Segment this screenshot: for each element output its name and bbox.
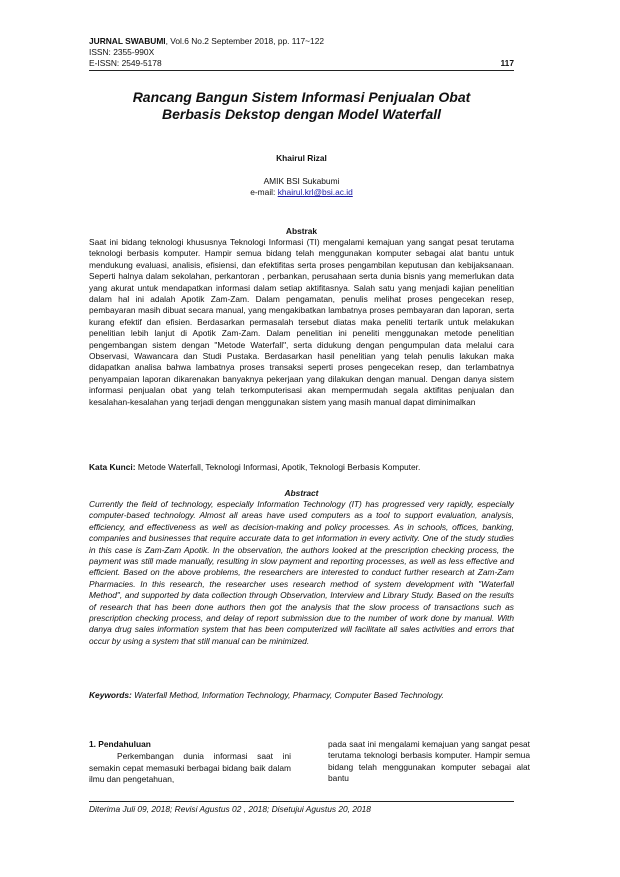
email-label: e-mail: (250, 187, 278, 197)
title-line-2: Berbasis Dekstop dengan Model Waterfall (161, 106, 442, 122)
intro-right-column (328, 739, 530, 785)
keywords-text: Waterfall Method, Information Technology, Pharmacy, Computer Based Technology. (131, 690, 444, 700)
header-rule (89, 70, 514, 71)
keywords-label: Keywords: (89, 690, 132, 700)
author-affiliation-block (89, 176, 514, 198)
eissn: E-ISSN: 2549-5178 (89, 58, 162, 68)
title-line-1: Rancang Bangun Sistem Informasi Penjualan Obat (132, 89, 471, 105)
affiliation: AMIK BSI Sukabumi (263, 176, 340, 186)
author-name: Khairul Rizal (276, 153, 327, 163)
intro-left-column (89, 739, 291, 786)
abstract-body: Currently the field of technology, especially Information Technology (IT) has progressed very rapidly, especially computer-based technology. Almost all areas have used computers as a tool to support evaluation, analysis, efficiency, and effectiveness as well as decision-making and policy processes. As in schools, offices, banking, companies and businesses that require accurate data to get information in every activity. One of the study studies in this case is Zam-Zam Apotik. In the observation, the authors looked at the prescription checking process, the payment was still made manually, resulting in slow payment and reporting processes, as well as less effective and efficient. Based on the above problems, the researchers are interested to conduct further research at Zam-Zam Pharmacies. In this research, the researcher uses research method of system development with "Waterfall Method", and supported by data collection through Observation, Interview and Library Study. Based on the results of research that has been done authors then got the analysis that the slow process of transactions such as prescription checking process, and delay of report submission due to the number of work done by manual. With danya drug sales information system that has been computerized will facilitate all sales activities and errors that occur by using a system that still manual can be minimized. (89, 499, 514, 646)
abstrak-body: Saat ini bidang teknologi khususnya Teknologi Informasi (TI) mengalami kemajuan yang sangat pesat terutama teknologi berbasis komputer. Hampir semua bidang telah menggunakan komputer sebagai alat bantu untuk mendukung evaluasi, analisis, efisiensi, dan efektifitas serta proses pengambilan keputusan dan kebijaksanaan. Seperti halnya dalam sekolahan, perkantoran , perbankan, perusahaan serta dunia bisnis yang memerlukan data yang akurat untuk mendapatkan informasi dalam setiap aktifitasnya. Salah satu yang menjadi kajian penelitian dalam hal ini adalah Apotik Zam-Zam. Dalam pengamatan, penulis melihat proses pengecekan resep, pembayaran masih dibuat secara manual, yang mengakibatkan lambatnya proses pembayaran dan laporan, serta kurang efektif dan efisien. Berdasarkan permasalah tersebut diatas maka peneliti tertarik untuk melakukan penelitian lebih lanjut di Apotik Zam-Zam. Dalam penelitian ini peneliti menggunakan metode penelitian pengembangan sistem dengan "Metode Waterfall", serta didukung dengan pengumpulan data melalui cara Observasi, Wawancara dan Studi Pustaka. Berdasarkan hasil penelitian yang telah penulis lakukan maka didapatkan analisa bahwa lambatnya proses transaksi seperti proses pengecekan resep, dan terlambatnya penyampaian laporan dikarenakan banyaknya pekerjaan yang dilakukan dengan manual. Dengan danya sistem informasi penjualan obat yang telah terkomputerisasi akan mempermudah segala aktifitas penjualan dan kesalahan-kesalahan yang terjadi dengan menggunakan sistem yang masih manual dapat diminimalkan (89, 237, 514, 407)
issn: ISSN: 2355-990X (89, 47, 155, 57)
intro-right-text: pada saat ini mengalami kemajuan yang sangat pesat terutama teknologi berbasis komputer. Hampir semua bidang telah menggunakan komputer sebagai alat bantu (328, 739, 530, 784)
keywords (89, 690, 514, 701)
kata-kunci-text: Metode Waterfall, Teknologi Informasi, Apotik, Teknologi Berbasis Komputer. (135, 462, 421, 472)
email-link[interactable]: khairul.krl@bsi.ac.id (277, 187, 353, 197)
abstrak-heading: Abstrak (285, 226, 318, 236)
abstract-heading: Abstract (284, 488, 319, 498)
paper-title (89, 89, 514, 123)
kata-kunci-label: Kata Kunci: (89, 462, 136, 472)
intro-left-text: Perkembangan dunia informasi saat ini semakin cepat memasuki berbagai bidang baik dalam ilmu dan pengetahuan, (89, 751, 291, 785)
journal-header (89, 36, 514, 69)
intro-heading: 1. Pendahuluan (89, 739, 151, 749)
page-number: 117 (500, 58, 514, 68)
journal-info: , Vol.6 No.2 September 2018, pp. 117~122 (165, 36, 325, 46)
submission-dates: Diterima Juli 09, 2018; Revisi Agustus 02 , 2018; Disetujui Agustus 20, 2018 (89, 804, 371, 814)
email-line (89, 187, 514, 198)
kata-kunci (89, 462, 514, 473)
footer-rule (89, 801, 514, 802)
journal-citation (89, 36, 514, 47)
journal-name: JURNAL SWABUMI (89, 36, 166, 46)
